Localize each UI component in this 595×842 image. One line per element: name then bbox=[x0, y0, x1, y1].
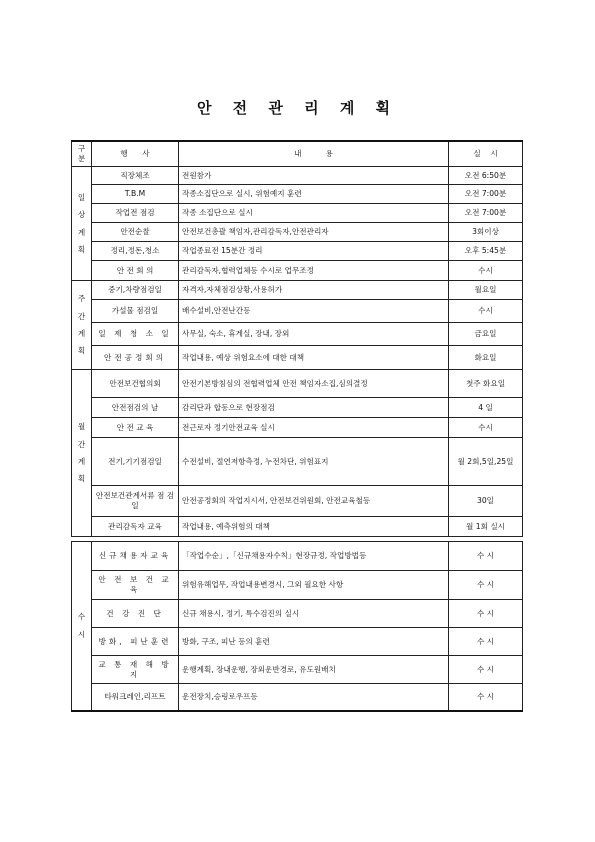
timing-cell: 월 2회,5일,25일 bbox=[449, 438, 523, 486]
section-label: 주간계획 bbox=[77, 294, 86, 356]
activity-cell: 안전보건관계서류 점 검 일 bbox=[92, 486, 179, 517]
content-cell: 신규 채용시, 정기, 특수검진의 실시 bbox=[179, 600, 449, 628]
table-row bbox=[72, 223, 523, 242]
activity-cell: 건 강 진 단 bbox=[92, 600, 179, 628]
content-cell: 「작업수순」,「신규채용자수칙」현장규정, 작업방법등 bbox=[179, 542, 449, 571]
section-label-cell bbox=[72, 542, 92, 711]
activity-cell: 타워크레인,리프트 bbox=[92, 684, 179, 711]
document-title: 안 전 관 리 계 획 bbox=[196, 99, 399, 117]
table-row bbox=[72, 398, 523, 418]
timing-cell: 오전 7:00분 bbox=[449, 185, 523, 204]
content-cell: 작업내용, 예상 위험요소에 대한 대책 bbox=[179, 346, 449, 370]
timing-cell: 4 일 bbox=[449, 398, 523, 418]
activity-cell: 정리,정돈,청소 bbox=[92, 242, 179, 261]
timing-cell: 첫주 화요일 bbox=[449, 370, 523, 398]
content-cell: 수전설비, 절연저항측정, 누전차단, 위험표지 bbox=[179, 438, 449, 486]
table-row bbox=[72, 684, 523, 711]
table-row bbox=[72, 517, 523, 537]
table-row bbox=[72, 281, 523, 300]
header-row bbox=[72, 141, 523, 167]
header-content: 내 용 bbox=[179, 141, 449, 167]
table-row bbox=[72, 628, 523, 656]
activity-cell: 직장체조 bbox=[92, 167, 179, 185]
timing-cell: 화요일 bbox=[449, 346, 523, 370]
timing-cell: 수 시 bbox=[449, 600, 523, 628]
section-label-cell bbox=[72, 281, 92, 370]
timing-cell: 수 시 bbox=[449, 684, 523, 711]
content-cell: 관리감독자,협력업체등 수시로 업무조정 bbox=[179, 261, 449, 281]
activity-cell: 교 통 재 해 방 지 bbox=[92, 656, 179, 684]
table-row bbox=[72, 242, 523, 261]
section-label-cell bbox=[72, 167, 92, 281]
timing-cell: 30일 bbox=[449, 486, 523, 517]
activity-cell: 작업전 점검 bbox=[92, 204, 179, 223]
timing-cell: 금요일 bbox=[449, 323, 523, 346]
timing-cell: 수 시 bbox=[449, 571, 523, 600]
content-cell: 안전보건총괄 책임자,관리감독자,안전관리자 bbox=[179, 223, 449, 242]
activity-cell: 일 제 청 소 일 bbox=[92, 323, 179, 346]
timing-cell: 수시 bbox=[449, 261, 523, 281]
timing-cell: 오전 7:00분 bbox=[449, 204, 523, 223]
content-cell: 감리단과 합동으로 현장점검 bbox=[179, 398, 449, 418]
timing-cell: 월 1회 실시 bbox=[449, 517, 523, 537]
table-row bbox=[72, 167, 523, 185]
timing-cell: 수시 bbox=[449, 418, 523, 438]
activity-cell: 전기,기기점검일 bbox=[92, 438, 179, 486]
table-row bbox=[72, 261, 523, 281]
timing-cell: 월요일 bbox=[449, 281, 523, 300]
timing-cell: 오후 5:45분 bbox=[449, 242, 523, 261]
table-row bbox=[72, 346, 523, 370]
activity-cell: 안전점검의 날 bbox=[92, 398, 179, 418]
content-cell: 작종소집단으로 실시, 위험예지 훈련 bbox=[179, 185, 449, 204]
table-row bbox=[72, 204, 523, 223]
activity-cell: 신규채용자교육 bbox=[92, 542, 179, 571]
section-label-cell bbox=[72, 370, 92, 537]
safety-plan-table bbox=[71, 140, 523, 712]
activity-cell: 관리감독자 교육 bbox=[92, 517, 179, 537]
content-cell: 작업내용, 예측위험의 대책 bbox=[179, 517, 449, 537]
activity-cell: 안 전 회 의 bbox=[92, 261, 179, 281]
table-row bbox=[72, 600, 523, 628]
table-row bbox=[72, 542, 523, 571]
table-row bbox=[72, 418, 523, 438]
table-row bbox=[72, 185, 523, 204]
header-timing: 실 시 bbox=[449, 141, 523, 167]
activity-cell: 안전순찰 bbox=[92, 223, 179, 242]
timing-cell: 오전 6:50분 bbox=[449, 167, 523, 185]
content-cell: 운행계획, 장내운행, 장외운반경로, 유도원배치 bbox=[179, 656, 449, 684]
activity-cell: 안 전 보 건 교 육 bbox=[92, 571, 179, 600]
activity-cell: T.B.M bbox=[92, 185, 179, 204]
activity-cell: 중기,차량점검일 bbox=[92, 281, 179, 300]
content-cell: 배수설비,안전난간등 bbox=[179, 300, 449, 323]
table-row bbox=[72, 438, 523, 486]
section-label: 일상계획 bbox=[77, 192, 86, 254]
content-cell: 방화, 구조, 피난 등의 훈련 bbox=[179, 628, 449, 656]
section-label: 월간계획 bbox=[77, 422, 86, 484]
timing-cell: 3회이상 bbox=[449, 223, 523, 242]
header-activity: 행 사 bbox=[92, 141, 179, 167]
content-cell: 사무실, 숙소, 휴게실, 장내, 장외 bbox=[179, 323, 449, 346]
content-cell: 작종 소집단으로 실시 bbox=[179, 204, 449, 223]
content-cell: 전원참가 bbox=[179, 167, 449, 185]
content-cell: 자격자,자체점검상황,사용허가 bbox=[179, 281, 449, 300]
activity-cell: 안전보건협의회 bbox=[92, 370, 179, 398]
table-row bbox=[72, 486, 523, 517]
header-category: 구분 bbox=[72, 141, 92, 167]
timing-cell: 수 시 bbox=[449, 542, 523, 571]
content-cell: 작업종료전 15분간 정리 bbox=[179, 242, 449, 261]
timing-cell: 수시 bbox=[449, 300, 523, 323]
content-cell: 전근로자 정기안전교육 실시 bbox=[179, 418, 449, 438]
content-cell: 안전기본방침심의 전협력업체 안전 책임자소집,심의결정 bbox=[179, 370, 449, 398]
activity-cell: 가설물 점검일 bbox=[92, 300, 179, 323]
content-cell: 운전장치,승링로우프등 bbox=[179, 684, 449, 711]
content-cell: 위험유해업무, 작업내용변경시, 그외 필요한 사항 bbox=[179, 571, 449, 600]
content-cell: 안전공정회의 작업지시서, 안전보건위원회, 안전교육철등 bbox=[179, 486, 449, 517]
timing-cell: 수 시 bbox=[449, 628, 523, 656]
timing-cell: 수 시 bbox=[449, 656, 523, 684]
table-row bbox=[72, 571, 523, 600]
plan-body bbox=[72, 167, 523, 711]
section-label: 수시 bbox=[77, 612, 86, 639]
table-row bbox=[72, 656, 523, 684]
table-row bbox=[72, 323, 523, 346]
activity-cell: 안 전 교 육 bbox=[92, 418, 179, 438]
table-row bbox=[72, 370, 523, 398]
table-row bbox=[72, 300, 523, 323]
activity-cell: 방화, 피난훈련 bbox=[92, 628, 179, 656]
activity-cell: 안전공정회의 bbox=[92, 346, 179, 370]
